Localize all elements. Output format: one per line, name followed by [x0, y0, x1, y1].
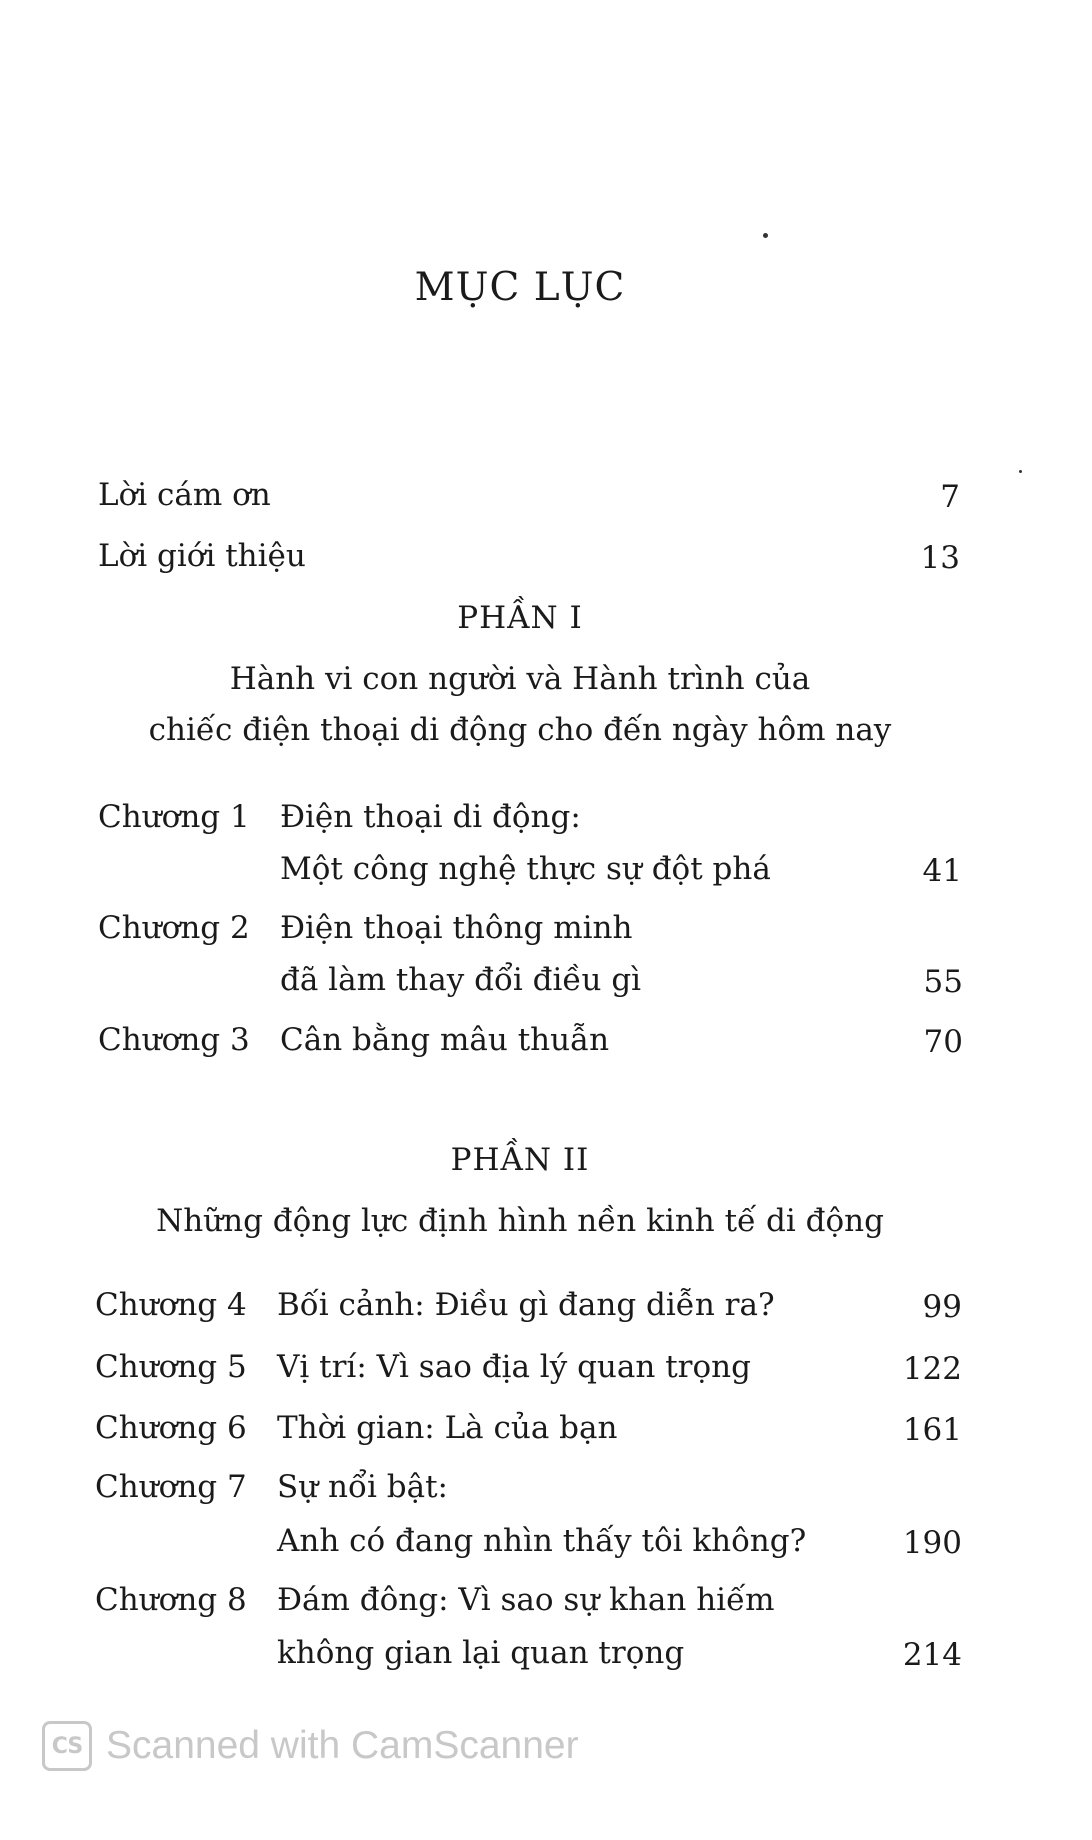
chapter-title: Một công nghệ thực sự đột phá: [280, 851, 771, 887]
chapter-title: Điện thoại di động:: [280, 799, 581, 835]
toc-entry-page: 7: [940, 479, 960, 515]
camscanner-watermark: [42, 1718, 579, 1774]
chapter-title: Cân bằng mâu thuẫn: [280, 1022, 610, 1058]
chapter-title: Anh có đang nhìn thấy tôi không?: [277, 1523, 807, 1559]
chapter-page: 214: [902, 1637, 962, 1673]
toc-entry-label: Lời cám ơn: [98, 477, 271, 513]
chapter-title: Thời gian: Là của bạn: [277, 1410, 618, 1446]
chapter-number: Chương 3: [98, 1022, 250, 1058]
part-subtitle: chiếc điện thoại di động cho đến ngày hôm nay: [148, 712, 892, 748]
watermark-text: Scanned with CamScanner: [106, 1724, 579, 1767]
chapter-page: 41: [922, 853, 962, 889]
chapter-page: 70: [923, 1024, 963, 1060]
part-subtitle: Hành vi con người và Hành trình của: [229, 661, 811, 697]
scan-speck: [763, 233, 768, 238]
chapter-title: Đám đông: Vì sao sự khan hiếm: [277, 1582, 775, 1618]
chapter-title: Sự nổi bật:: [277, 1469, 448, 1505]
chapter-title: Điện thoại thông minh: [280, 910, 633, 946]
chapter-number: Chương 8: [95, 1582, 247, 1618]
toc-title: MỤC LỤC: [414, 265, 626, 310]
scan-speck: [1019, 470, 1022, 473]
chapter-number: Chương 6: [95, 1410, 247, 1446]
camscanner-logo: CS: [42, 1721, 92, 1771]
chapter-title: Bối cảnh: Điều gì đang diễn ra?: [277, 1287, 775, 1323]
chapter-page: 99: [922, 1289, 962, 1325]
part-label: PHẦN I: [457, 600, 583, 636]
chapter-page: 55: [923, 964, 963, 1000]
chapter-title: không gian lại quan trọng: [277, 1635, 685, 1671]
chapter-number: Chương 1: [98, 799, 250, 835]
chapter-title: Vị trí: Vì sao địa lý quan trọng: [277, 1349, 751, 1385]
chapter-number: Chương 5: [95, 1349, 247, 1385]
chapter-number: Chương 2: [98, 910, 250, 946]
chapter-page: 190: [902, 1525, 962, 1561]
part-subtitle: Những động lực định hình nền kinh tế di động: [156, 1203, 884, 1239]
chapter-number: Chương 4: [95, 1287, 247, 1323]
chapter-page: 161: [902, 1412, 962, 1448]
toc-entry-page: 13: [920, 540, 960, 576]
part-label: PHẦN II: [450, 1142, 590, 1178]
toc-entry-label: Lời giới thiệu: [98, 538, 306, 574]
chapter-title: đã làm thay đổi điều gì: [280, 962, 642, 998]
chapter-number: Chương 7: [95, 1469, 247, 1505]
chapter-page: 122: [902, 1351, 962, 1387]
